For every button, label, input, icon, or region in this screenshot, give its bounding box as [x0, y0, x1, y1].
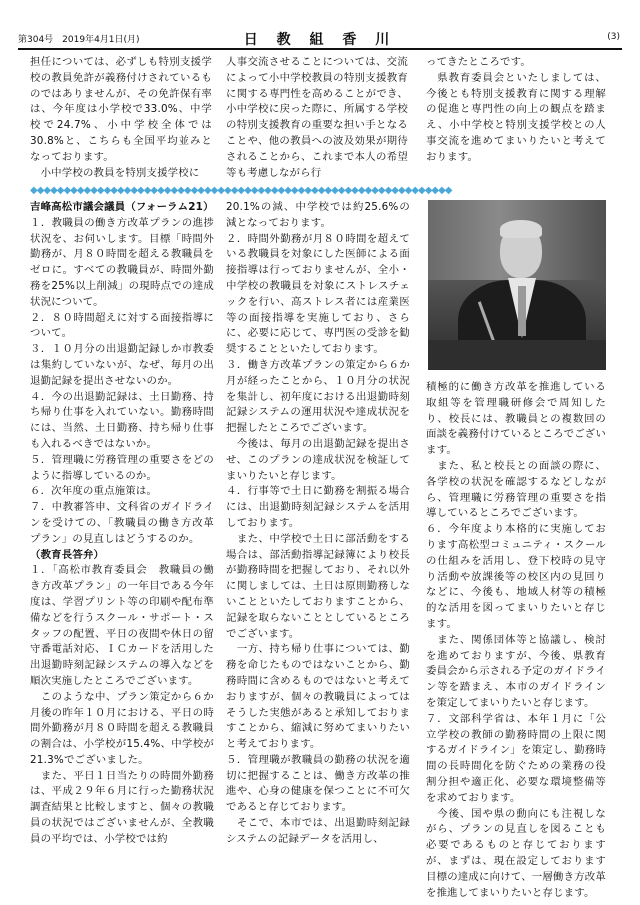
- paragraph: また、関係団体等と協議し、検討を進めておりますが、今後、県教育委員会から示される予定のガイドライン等を踏まえ、本市のガイドラインを策定してまいりたいと存じます。: [426, 633, 606, 709]
- top-column-1: [30, 55, 212, 181]
- speaker-heading: 吉峰高松市議会議員（フォーラム21）: [30, 201, 214, 213]
- paragraph: ６．次年度の重点施策は。: [30, 485, 158, 498]
- paragraph: 今後は、毎月の出退勤記録を提出させ、このプランの達成状況を検証してまいりたいと存じます。: [226, 437, 410, 482]
- paragraph: ってきたところです。: [426, 56, 531, 68]
- speaker-photo: [428, 200, 606, 370]
- paragraph: 小中学校の教員を特別支援学校に: [30, 166, 200, 179]
- paragraph: ５．管理職に労務管理の重要さをどのように指導しているのか。: [30, 453, 214, 482]
- page-header: [18, 30, 622, 50]
- photo-hair: [500, 220, 542, 238]
- paragraph: 一方、持ち帰り仕事については、勤務を命じたものではないことから、勤務時間に含めるものではないと考えておりますが、個々の教職員によってはそうした実態があると承知しておりますことから、縮減に努めてまいりたいと考えております。: [226, 643, 410, 751]
- main-column-2: [226, 200, 410, 848]
- photo-tie: [518, 286, 526, 336]
- paragraph: ７．文部科学省は、本年１月に「公立学校の教師の勤務時間の上限に関するガイドライン」を策定し、勤務時間の長時間化を防ぐための業務の役割分担や適正化、必要な環境整備等を求めております。: [426, 712, 606, 804]
- paragraph: ３．１０月分の出退勤記録しか市教委は集約していないが、なぜ、毎月の出退勤記録を提出させないのか。: [30, 343, 214, 387]
- newspaper-title: 日 教 組 香 川: [243, 32, 397, 48]
- top-column-3: [426, 55, 606, 166]
- paragraph: 今後、国や県の動向にも注視しながら、プランの見直しを図ることも必要であるものと存じておりますが、まずは、現在設定しております目標の達成に向けて、一層働き方改革を推進してまいりたいと存じます。: [426, 807, 606, 899]
- paragraph: また、中学校で土日に部活動をする場合は、部活動指導記録簿により校長が勤務時間を把握しており、それ以外に関しましては、土日は原則勤務しないことといたしておりますことから、記録を取らないこととしているところでございます。: [226, 532, 410, 640]
- paragraph: ５．管理職が教職員の勤務の状況を適切に把握することは、働き方改革の推進や、心身の健康を保つことに不可欠であると存じております。: [226, 753, 410, 814]
- answer-heading: （教育長答弁）: [30, 548, 105, 561]
- paragraph: 人事交流させることについては、交流によって小中学校教員の特別支援教育に関する専門性を高めることができ、小中学校に戻った際に、所属する学校の特別支援教育の重要な担い手となることや、他の教員への波及効果が期待されることから、これまで本人の希望等も考慮しながら行: [226, 56, 408, 179]
- paragraph: １．「高松市教育委員会 教職員の働き方改革プラン」の一年目である今年度は、学習プリント等の印刷や配布準備などを行うスクール・サポート・スタッフの配置、平日の夜間や休日の留守番電話対応、ＩＣカードを活用した出退勤時刻記録システムの導入などを順次実施したところでございます。: [30, 564, 214, 687]
- paragraph: また、平日１日当たりの時間外勤務は、平成２９年６月に行った勤務状況調査結果と比較しますと、個々の教職員の状況ではございませんが、全教職員の平均では、小学校では約: [30, 769, 214, 845]
- paragraph: ４．今の出退勤記録は、土日勤務、持ち帰り仕事を入れていない。勤務時間には、当然、土日勤務、持ち帰り仕事も入れるべきではないか。: [30, 390, 214, 450]
- paragraph: 20.1%の減、中学校では約25.6%の減となっております。: [226, 201, 410, 229]
- photo-podium: [428, 340, 606, 370]
- paragraph: ２．８０時間超えに対する面接指導について。: [30, 311, 214, 340]
- paragraph: ６．今年度より本格的に実施しております高松型コミュニティ・スクールの仕組みを活用し、登下校時の見守り活動や放課後等の校区内の見回りなどに、今後も、地域人材等の積極的な活用を図ってまいりたいと存じます。: [426, 523, 606, 630]
- paragraph: ４．行事等で土日に勤務を割振る場合には、出退勤時刻記録システムを活用しております。: [226, 485, 410, 529]
- paragraph: そこで、本市では、出退勤時刻記録システムの記録データを活用し、: [226, 817, 410, 845]
- paragraph: このような中、プラン策定から６か月後の昨年１０月における、平日の時間外勤務が月８０時間を超える教職員の割合は、小学校が15.4%、中学校が21.3%でございました。: [30, 690, 214, 766]
- paragraph: ３．働き方改革プランの策定から６か月が経ったことから、１０月分の状況を集計し、初年度における出退勤時刻記録システムの運用状況や達成状況を把握したところでございます。: [226, 358, 410, 435]
- paragraph: ２．時間外勤務が月８０時間を超えている教職員を対象にした医師による面接指導は行っておりませんが、全小・中学校の教職員を対象にストレスチェックを行い、高ストレス者には産業医等の面接指導を実施しており、さらに、必要に応じて、専門医の受診を勧奨することといたしております。: [226, 232, 410, 356]
- paragraph: １．教職員の働き方改革プランの進捗状況を、お伺いします。目標「時間外勤務が、月８０時間を超える教職員をゼロに。すべての教職員が、時間外勤務を25%以上削減」の現時点での達成状況について。: [30, 216, 214, 308]
- diamond-separator: ◆◆◆◆◆◆◆◆◆◆◆◆◆◆◆◆◆◆◆◆◆◆◆◆◆◆◆◆◆◆◆◆◆◆◆◆◆◆◆◆◆◆◆◆◆◆◆◆◆◆◆◆◆◆◆◆◆◆◆◆◆◆◆: [30, 185, 452, 196]
- paragraph: 積極的に働き方改革を推進している取組等を管理職研修会で周知したり、校長には、教職員との複数回の面談を義務付けているところでございます。: [426, 381, 606, 457]
- paragraph: また、私と校長との面談の際に、各学校の状況を確認するなどしながら、管理職に労務管理の重要さを指導しているところでございます。: [426, 459, 606, 520]
- paragraph: 県教育委員会といたしましては、今後とも特別支援教育に関する理解の促進と専門性の向上の観点を踏まえ、小中学校と特別支援学校との人事交流を進めてまいりたいと考えております。: [426, 71, 606, 163]
- page-number: (3): [607, 32, 620, 42]
- paragraph: 担任については、必ずしも特別支援学校の教員免許が義務付けされているものではありませんが、その免許保有率は、今年度は小学校で33.0%、中学校で24.7%、小中学校全体では30.8%と、こちらも全国平均並みとなっております。: [30, 56, 212, 163]
- main-column-1: [30, 200, 214, 848]
- main-column-3: [426, 380, 606, 901]
- top-column-2: [226, 55, 408, 181]
- issue-date: 第304号 2019年4月1日(月): [18, 35, 140, 45]
- paragraph: ７．中教審答申、文科省のガイドラインを受けての、「教職員の働き方改革プラン」の見直しはどうするのか。: [30, 501, 214, 545]
